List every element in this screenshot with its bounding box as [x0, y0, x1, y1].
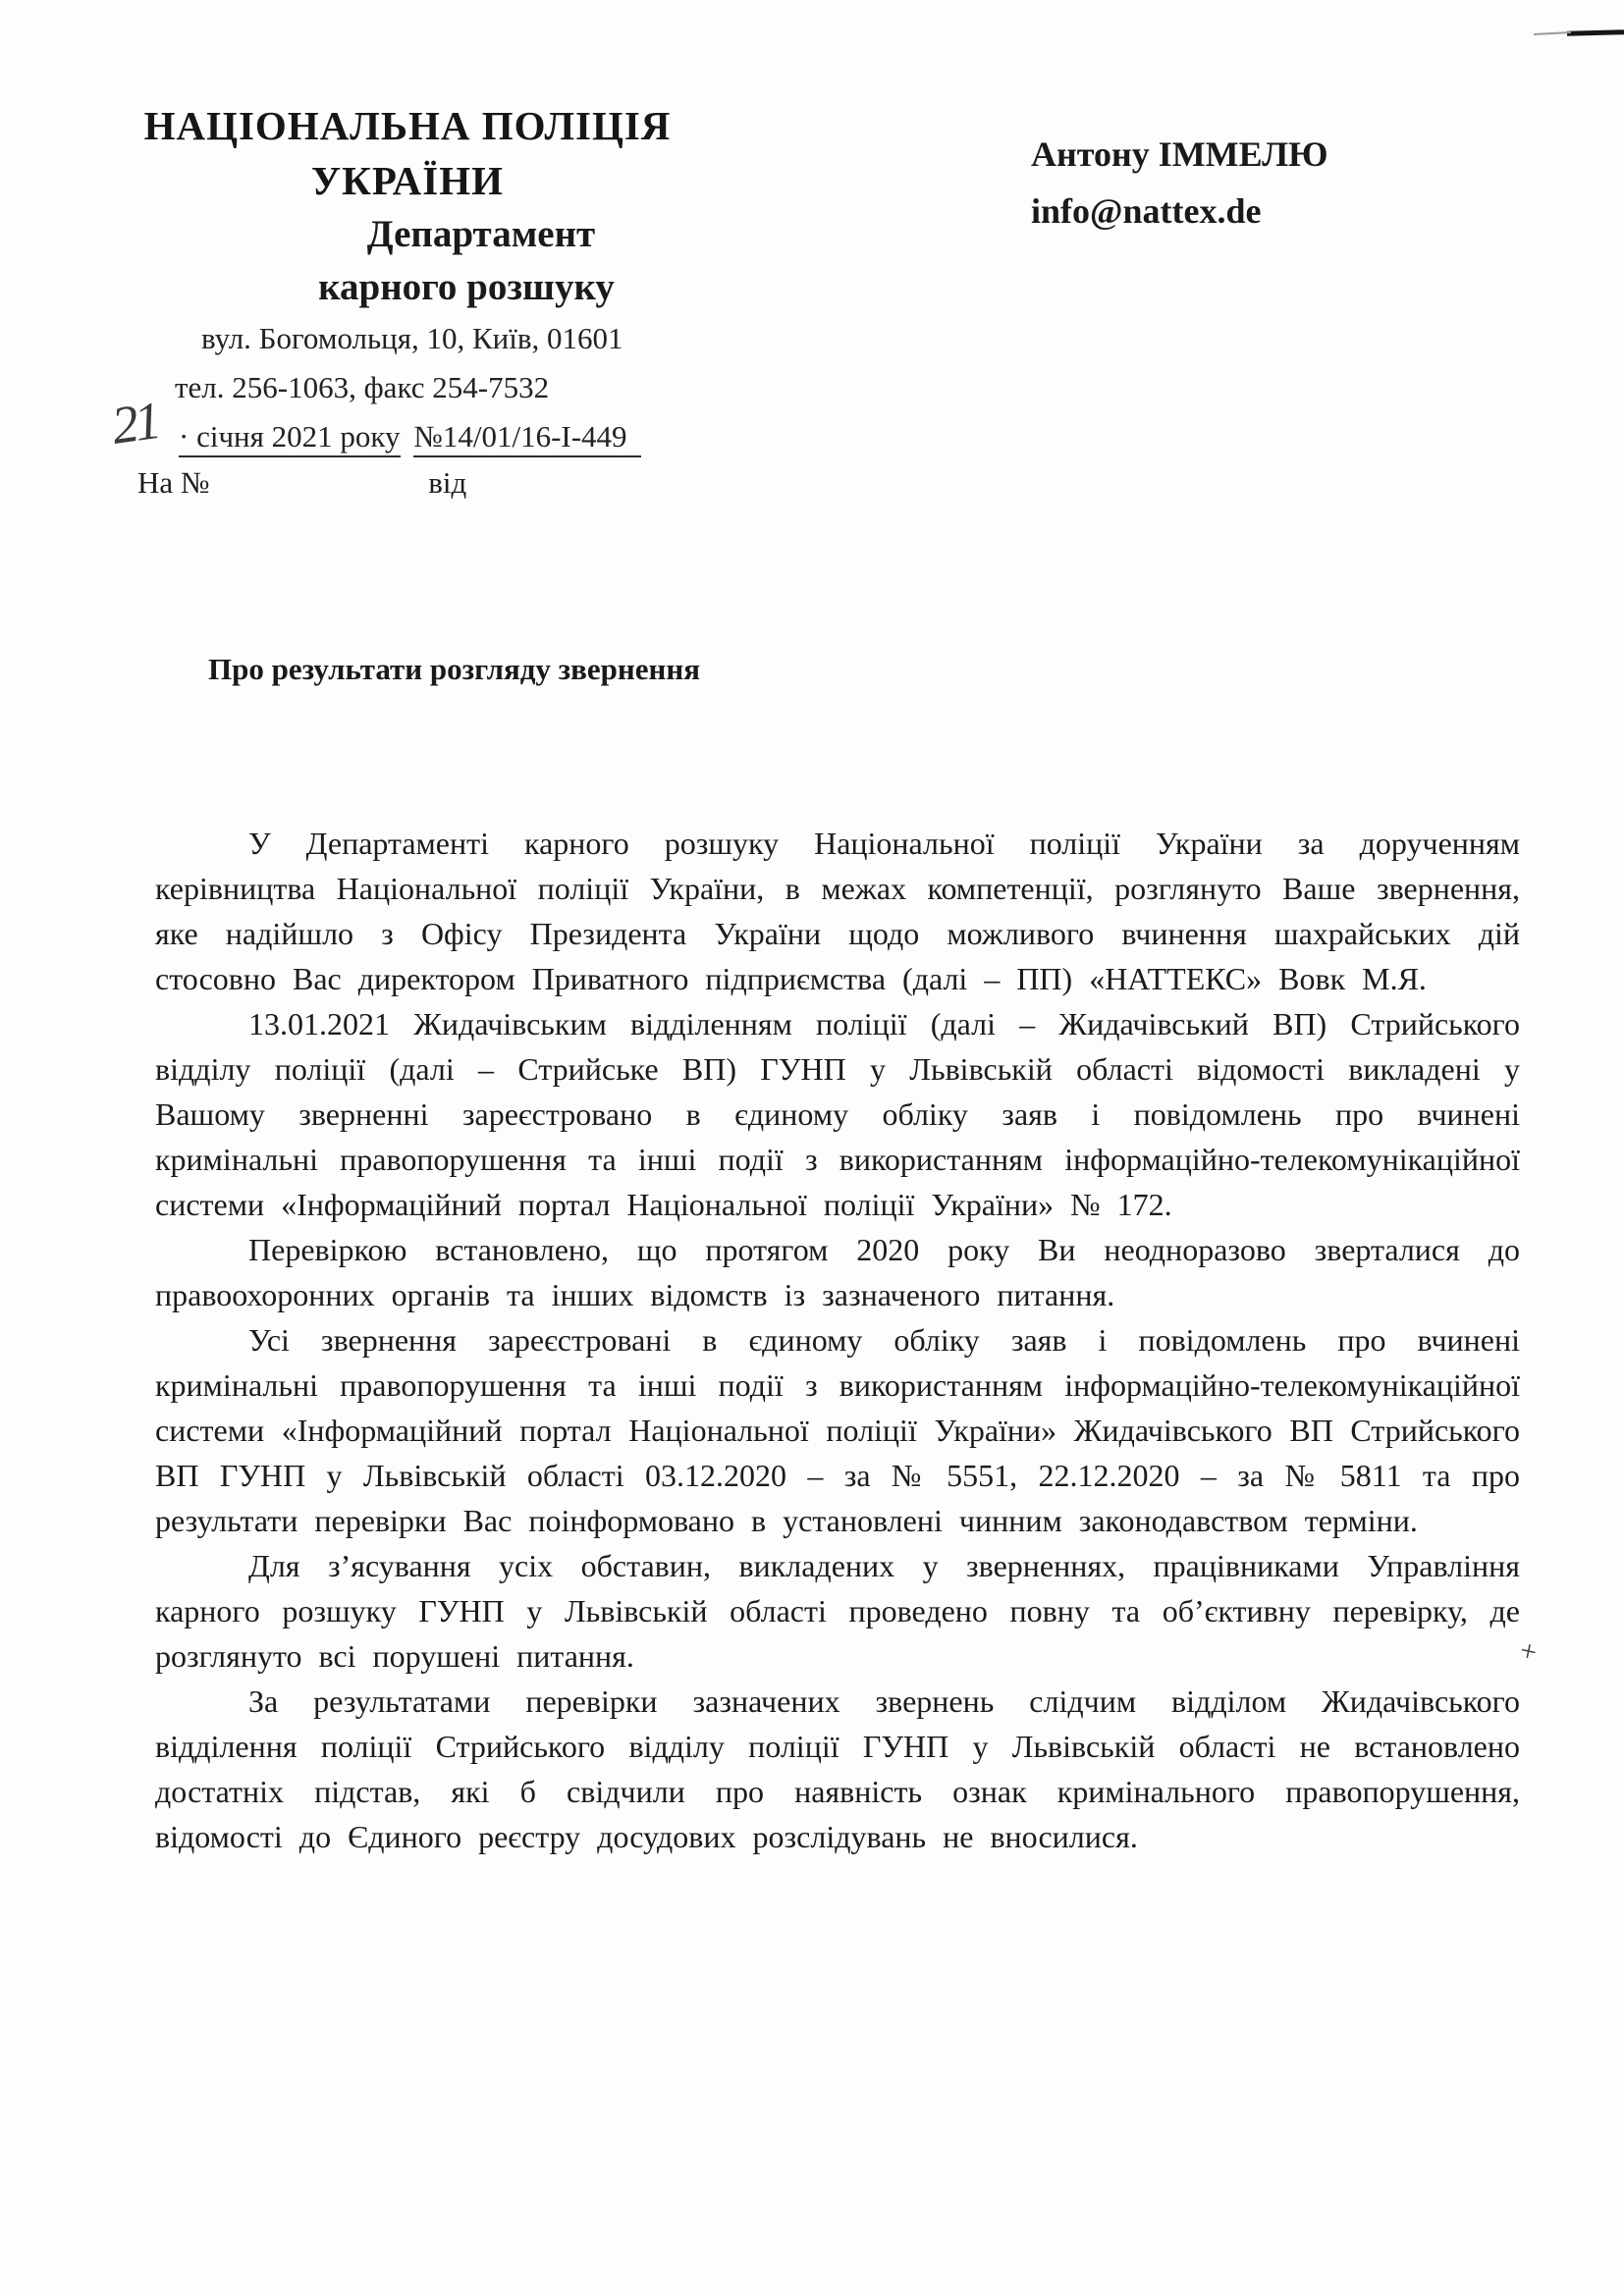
body-paragraph: 13.01.2021 Жидачівським відділенням поліції (далі – Жидачівський ВП) Стрийського відділу поліції (далі – Стрийське ВП) ГУНП у Львівській області відомості викладені у Вашому зверненні зареєстровано в єдиному обліку заяв і повідомлень про вчинені кримінальні правопорушення та інші події з використанням інформаційно-телекомунікаційної системи «Інформаційний портал Національної поліції України» № 172.: [155, 1006, 1520, 1222]
recipient-email: info@nattex.de: [1031, 191, 1262, 231]
recipient-name: Антону ІММЕЛЮ: [1031, 134, 1328, 174]
handwritten-day: 21: [108, 391, 161, 455]
ref-from-label: від: [428, 465, 467, 500]
scan-artifact-corner-tail: [1534, 31, 1571, 35]
body-paragraph: У Департаменті карного розшуку Національної поліції України за дорученням керівництва Національної поліції України, в межах компетенції, розглянуто Ваше звернення, яке надійшло з Офісу Президента України щодо можливого вчинення шахрайських дій стосовно Вас директором Приватного підприємства (далі – ПП) «НАТТЕКС» Вовк М.Я.: [155, 826, 1520, 996]
body-paragraph: За результатами перевірки зазначених звернень слідчим відділом Жидачівського відділення поліції Стрийського відділу поліції ГУНП у Львівській області не встановлено достатніх підстав, які б свідчили про наявність ознак кримінального правопорушення, відомості до Єдиного реєстру досудових розслідувань не вносилися.: [155, 1683, 1520, 1854]
dept-name-line2: карного розшуку: [318, 266, 615, 308]
date-text: · січня 2021 року: [179, 419, 401, 457]
org-phone-fax: тел. 256-1063, факс 254-7532: [175, 370, 550, 404]
ref-no-label: На №: [137, 465, 210, 500]
scan-artifact-corner-line: [1567, 29, 1624, 36]
dept-name-line1: Департамент: [366, 213, 596, 255]
org-address: вул. Богомольця, 10, Київ, 01601: [201, 321, 623, 355]
org-name-line1: НАЦІОНАЛЬНА ПОЛІЦІЯ: [143, 103, 672, 148]
margin-plus-mark: +: [1516, 1633, 1541, 1670]
body-paragraph: Перевіркою встановлено, що протягом 2020 року Ви неодноразово зверталися до правоохоронних органів та інших відомств із зазначеного питання.: [155, 1232, 1520, 1312]
letterhead: [108, 98, 697, 505]
reference-line: [137, 461, 697, 505]
document-number: №14/01/16-І-449: [413, 419, 640, 457]
subject-line: Про результати розгляду звернення: [208, 652, 700, 686]
org-name-line2: УКРАЇНИ: [311, 158, 504, 203]
body-paragraph: Усі звернення зареєстровані в єдиному обліку заяв і повідомлень про вчинені кримінальні правопорушення та інші події з використанням інформаційно-телекомунікаційної системи «Інформаційний портал Національної поліції України» Жидачівського ВП Стрийського ВП ГУНП у Львівській області 03.12.2020 – за № 5551, 22.12.2020 – за № 5811 та про результати перевірки Вас поінформовано в установлені чинним законодавством терміни.: [155, 1322, 1520, 1538]
date-line: [108, 391, 697, 461]
letter-body: [155, 821, 1520, 1859]
body-paragraph: Для з’ясування усіх обставин, викладених у зверненнях, працівниками Управління карного розшуку ГУНП у Львівській області проведено повну та об’єктивну перевірку, де розглянуто всі порушені питання.: [155, 1548, 1520, 1674]
recipient-block: [1031, 126, 1328, 240]
